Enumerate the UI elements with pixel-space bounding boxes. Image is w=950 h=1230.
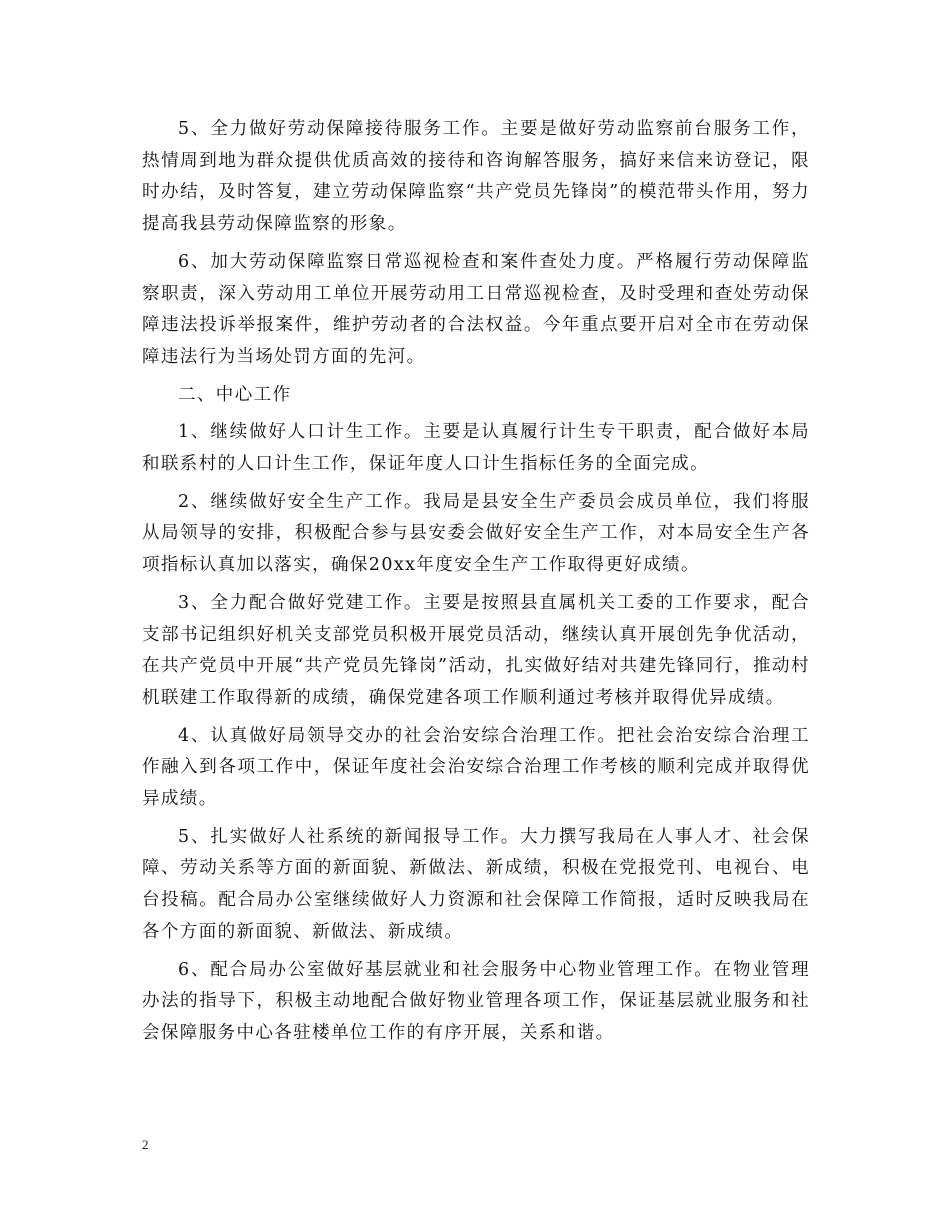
paragraph-property-management: 6、配合局办公室做好基层就业和社会服务中心物业管理工作。在物业管理办法的指导下，积极主动地配合做好物业管理各项工作，保证基层就业服务和社会保障服务中心各驻楼单位工作的有序开展，关系和谐。 [142,959,810,1043]
page-number: 2 [142,1137,149,1152]
document-body [142,114,810,1056]
paragraph-news-reporting: 5、扎实做好人社系统的新闻报导工作。大力撰写我局在人事人才、社会保障、劳动关系等方面的新面貌、新做法、新成绩，积极在党报党刊、电视台、电台投稿。配合局办公室继续做好人力资源和社会保障工作简报，适时反映我局在各个方面的新面貌、新做法、新成绩。 [142,826,810,942]
paragraph-public-security: 4、认真做好局领导交办的社会治安综合治理工作。把社会治安综合治理工作融入到各项工作中，保证年度社会治安综合治理工作考核的顺利完成并取得优异成绩。 [142,725,810,810]
paragraph-safety-production: 2、继续做好安全生产工作。我局是县安全生产委员会成员单位，我们将服从局领导的安排，积极配合参与县安委会做好安全生产工作，对本局安全生产各项指标认真加以落实，确保20xx年度安全生产工作取得更好成绩。 [142,491,810,576]
paragraph-labor-inspection: 6、加大劳动保障监察日常巡视检查和案件查处力度。严格履行劳动保障监察职责，深入劳动用工单位开展劳动用工日常巡视检查，及时受理和查处劳动保障违法投诉举报案件，维护劳动者的合法权益。今年重点要开启对全市在劳动保障违法行为当场处罚方面的先河。 [142,251,810,367]
paragraph-population-planning: 1、继续做好人口计生工作。主要是认真履行计生专干职责，配合做好本局和联系村的人口计生工作，保证年度人口计生指标任务的全面完成。 [142,422,810,475]
section-heading-central-work: 二、中心工作 [178,384,292,405]
paragraph-labor-reception-service: 5、全力做好劳动保障接待服务工作。主要是做好劳动监察前台服务工作，热情周到地为群众提供优质高效的接待和咨询解答服务，搞好来信来访登记，限时办结，及时答复，建立劳动保障监察“共产党员先锋岗”的模范带头作用，努力提高我县劳动保障监察的形象。 [142,119,810,235]
paragraph-party-building: 3、全力配合做好党建工作。主要是按照县直属机关工委的工作要求，配合支部书记组织好机关支部党员积极开展党员活动，继续认真开展创先争优活动，在共产党员中开展“共产党员先锋岗”活动，扎实做好结对共建先锋同行，推动村机联建工作取得新的成绩，确保党建各项工作顺利通过考核并取得优异成绩。 [142,592,810,708]
